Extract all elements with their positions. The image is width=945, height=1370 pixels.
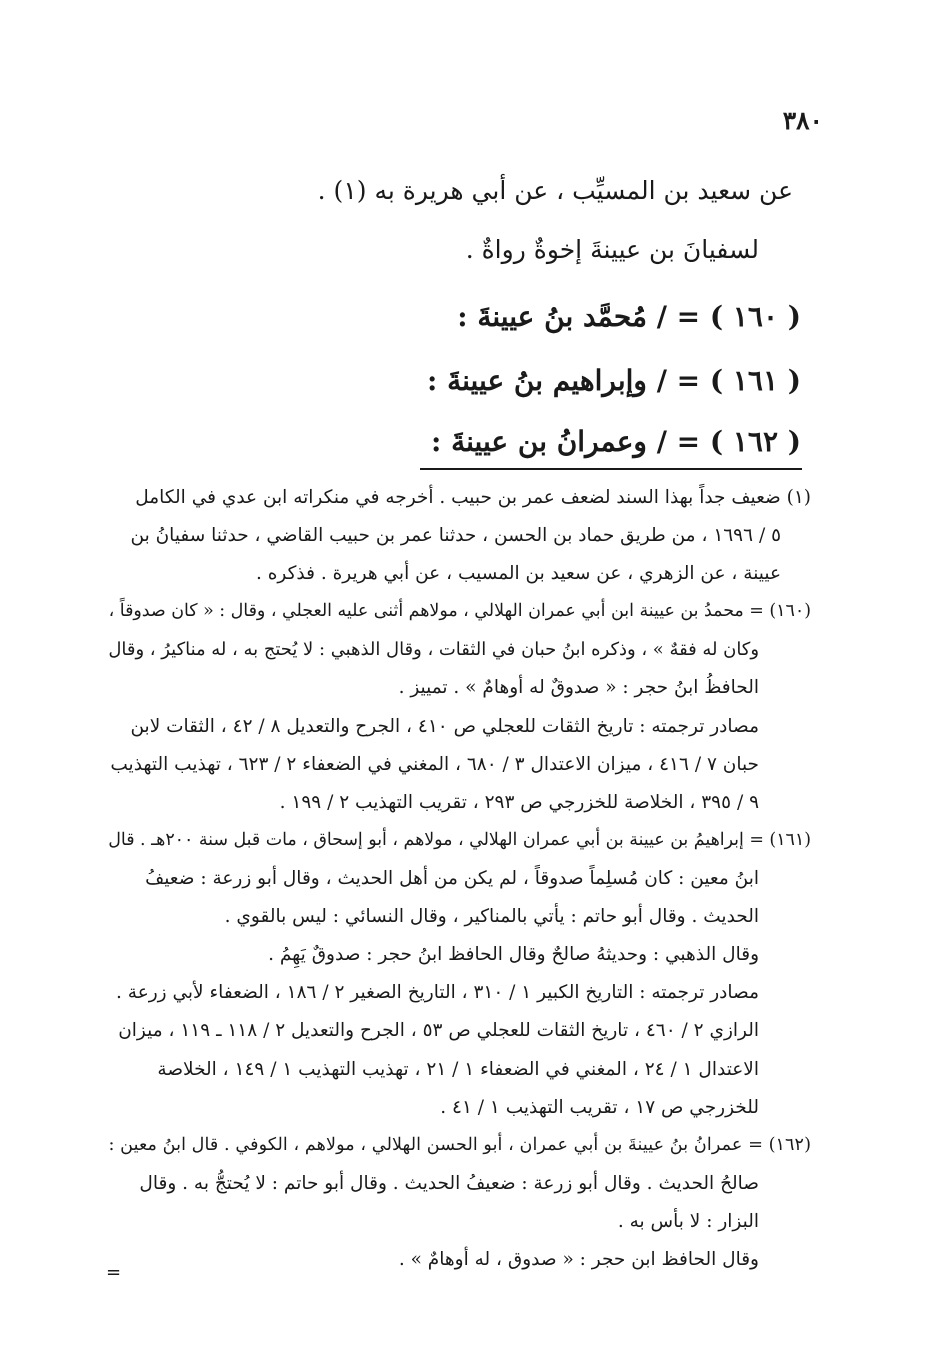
footnote-line: وقال الحافظ ابن حجر : « صدوق ، له أوهامٌ » . [398,1249,759,1270]
footnote-line: (١٦١) = إبراهيمُ بن عيينة بن أبي عمران الهلالي ، مولاهم ، أبو إسحاق ، مات قبل سنة ٢٠٠هـ . قال [108,830,811,850]
footnote-line: وكان له فقهٌ » ، وذكره ابنُ حبان في الثقات ، وقال الذهبي : لا يُحتج به ، له مناكيرُ ، وقال [108,639,759,660]
footnote-line: وقال الذهبي : وحديثهُ صالحٌ وقال الحافظ ابنُ حجر : صدوقٌ يَهِمُ . [268,944,759,965]
footnote-line: حبان ٧ / ٤١٦ ، ميزان الاعتدال ٣ / ٦٨٠ ، المغني في الضعفاء ٢ / ٦٢٣ ، تهذيب التهذيب [110,754,759,775]
footnote-separator [420,468,802,470]
footnote-line: مصادر ترجمته : تاريخ الثقات للعجلي ص ٤١٠ ، الجرح والتعديل ٨ / ٤٢ ، الثقات لابن [130,716,759,737]
footnote-line: ٩ / ٣٩٥ ، الخلاصة للخزرجي ص ٢٩٣ ، تقريب التهذيب ٢ / ١٩٩ . [279,792,759,813]
footnote-line: للخزرجي ص ١٧ ، تقريب التهذيب ١ / ٤١ . [440,1097,759,1118]
continuation-mark: = [106,1262,122,1283]
footnote-line: (١٦٢) = عمرانُ بنُ عيينةَ بن أبي عمران ، أبو الحسن الهلالي ، مولاهم ، الكوفي . قال ابنُ معين : [108,1135,811,1155]
entry-heading-162: ( ١٦٢ ) = / وعمرانُ بن عيينةَ : [430,425,801,458]
main-text-line: عن سعيد بن المسيِّب ، عن أبي هريرة به (١) . [317,176,793,205]
footnote-line: الحديث . وقال أبو حاتم : يأتي بالمناكير ، وقال النسائي : ليس بالقوي . [224,906,759,927]
footnote-line: الرازي ٢ / ٤٦٠ ، تاريخ الثقات للعجلي ص ٥٣ ، الجرح والتعديل ٢ / ١١٨ ـ ١١٩ ، ميزان [118,1020,759,1041]
footnote-line: الحافظُ ابنُ حجر : « صدوقٌ له أوهامٌ » . تمييز . [398,677,759,698]
entry-heading-161: ( ١٦١ ) = / وإبراهيم بنُ عيينةَ : [427,364,801,397]
entry-heading-160: ( ١٦٠ ) = / مُحمَّد بنُ عيينةَ : [457,300,801,333]
footnote-line: ابنُ معين : كان مُسلِماً صدوقاً ، لم يكن من أهل الحديث ، وقال أبو زرعة : ضعيفُ [145,868,759,889]
footnote-line: (١) ضعيف جداً بهذا السند لضعف عمر بن حبيب . أخرجه في منكراته ابن عدي في الكامل [135,487,811,508]
footnote-line: (١٦٠) = محمدُ بن عيينة ابن أبي عمران الهلالي ، مولاهم أثنى عليه العجلي ، وقال : « كان صدوقاً ، [108,601,811,621]
page-number: ٣٨٠ [782,106,823,135]
main-text-line: لسفيانَ بن عيينةَ إخوةٌ رواةٌ . [465,235,759,264]
footnote-line: مصادر ترجمته : التاريخ الكبير ١ / ٣١٠ ، التاريخ الصغير ٢ / ١٨٦ ، الضعفاء لأبي زرعة . [116,982,759,1003]
footnote-line: صالحُ الحديث . وقال أبو زرعة : ضعيفُ الحديث . وقال أبو حاتم : لا يُحتجُّ به . وقال [139,1173,759,1194]
footnote-line: الاعتدال ١ / ٢٤ ، المغني في الضعفاء ١ / ٢١ ، تهذيب التهذيب ١ / ١٤٩ ، الخلاصة [157,1059,759,1080]
footnote-line: عيينة ، عن الزهري ، عن سعيد بن المسيب ، عن أبي هريرة . فذكره . [255,563,781,584]
footnote-line: البزار : لا بأس به . [617,1211,759,1232]
footnote-line: ٥ / ١٦٩٦ ، من طريق حماد بن الحسن ، حدثنا عمر بن حبيب القاضي ، حدثنا سفيانُ بن [130,525,781,546]
